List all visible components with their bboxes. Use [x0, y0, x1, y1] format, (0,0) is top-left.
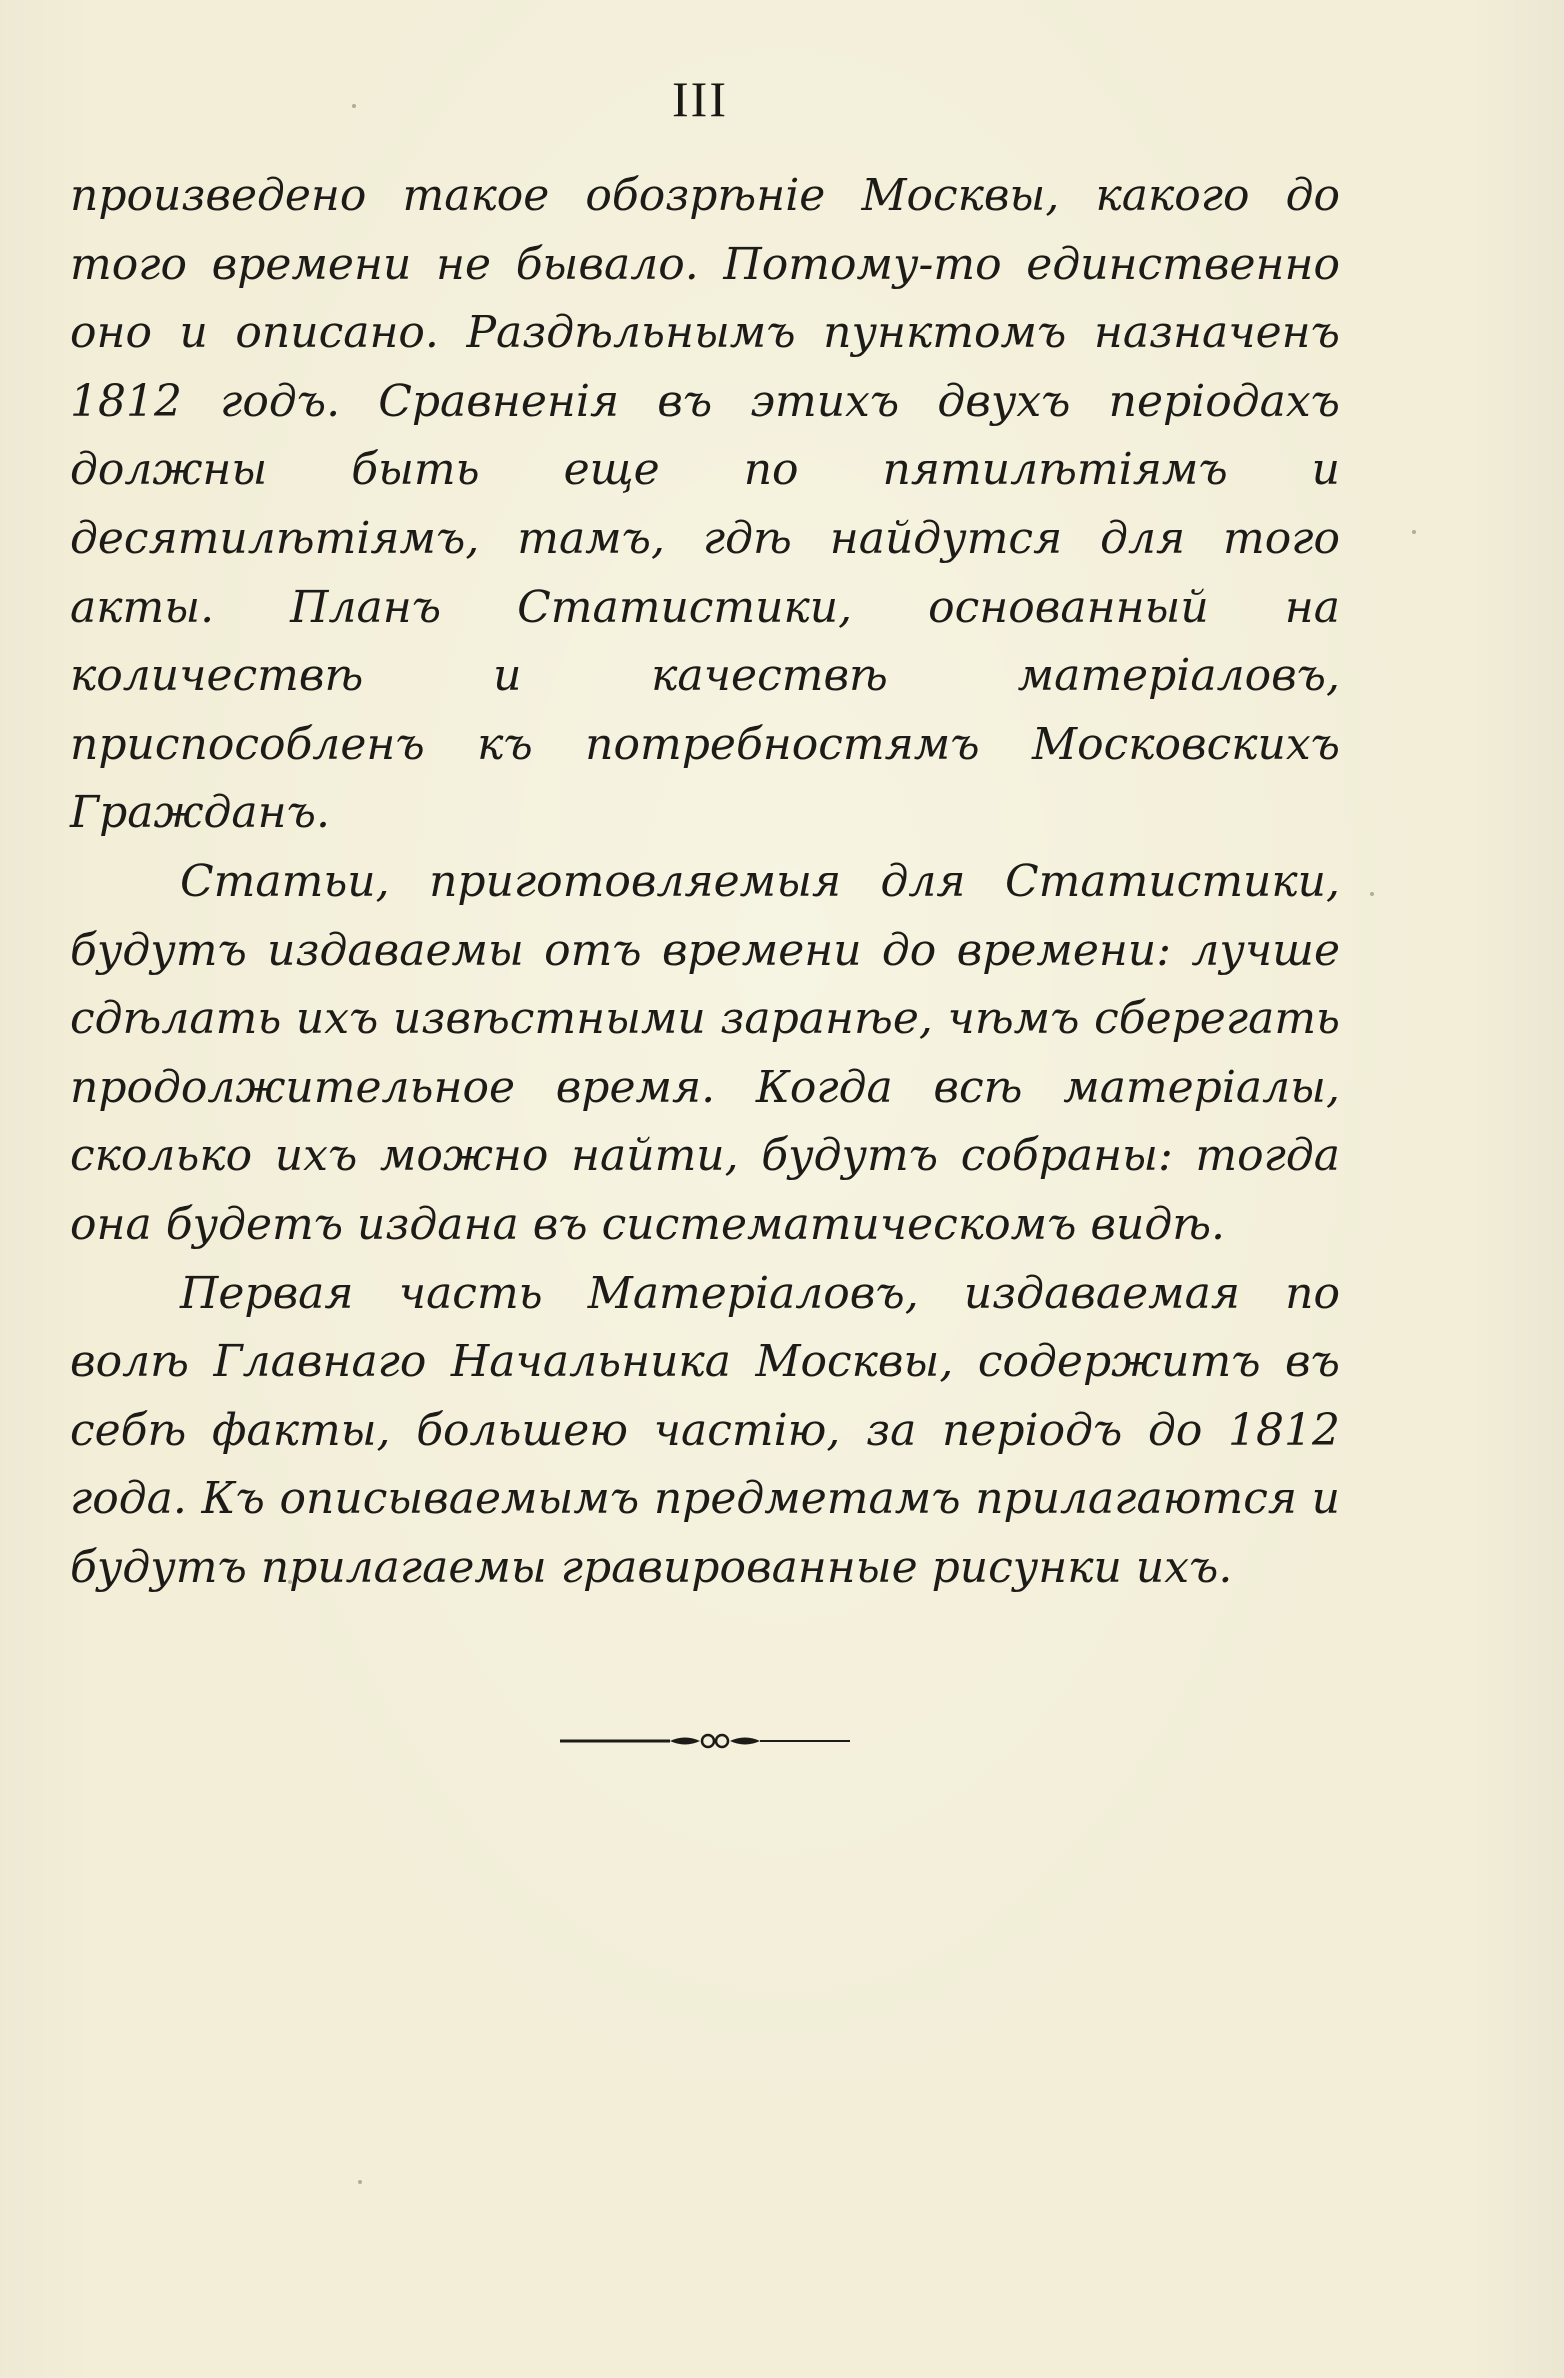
page-number: III	[672, 71, 728, 127]
body-text	[70, 162, 1340, 1602]
paper-speck	[288, 1580, 292, 1584]
paper-speck	[358, 2180, 362, 2184]
paragraph-2: Статьи, приготовляемыя для Статистики, будутъ издаваемы отъ времени до времени: лучше сдѣлать ихъ извѣстными заранѣе, чѣмъ сберегать продолжительное время. Когда всѣ матеріалы, сколько ихъ можно найти, будутъ собраны: тогда она будетъ издана въ систематическомъ видѣ.	[70, 855, 1340, 1250]
paper-speck	[1412, 530, 1416, 534]
paper-speck	[352, 104, 356, 108]
paragraph-1: произведено такое обозрѣніе Москвы, какого до того времени не бывало. Потому-то единственно оно и описано. Раздѣльнымъ пунктомъ назначенъ 1812 годъ. Сравненія въ этихъ двухъ періодахъ должны быть еще по пятилѣтіямъ и десятилѣтіямъ, тамъ, гдѣ найдутся для того акты. Планъ Статистики, основанный на количествѣ и качествѣ матеріаловъ, приспособленъ къ потребностямъ Московскихъ Гражданъ.	[70, 170, 1340, 839]
ornament-divider	[560, 1726, 850, 1756]
paper-speck	[1370, 892, 1374, 896]
paragraph-3: Первая часть Матеріаловъ, издаваемая по волѣ Главнаго Начальника Москвы, содержитъ въ себѣ факты, большею частію, за періодъ до 1812 года. Къ описываемымъ предметамъ прилагаются и будутъ прилагаемы гравированные рисунки ихъ.	[70, 1267, 1340, 1593]
